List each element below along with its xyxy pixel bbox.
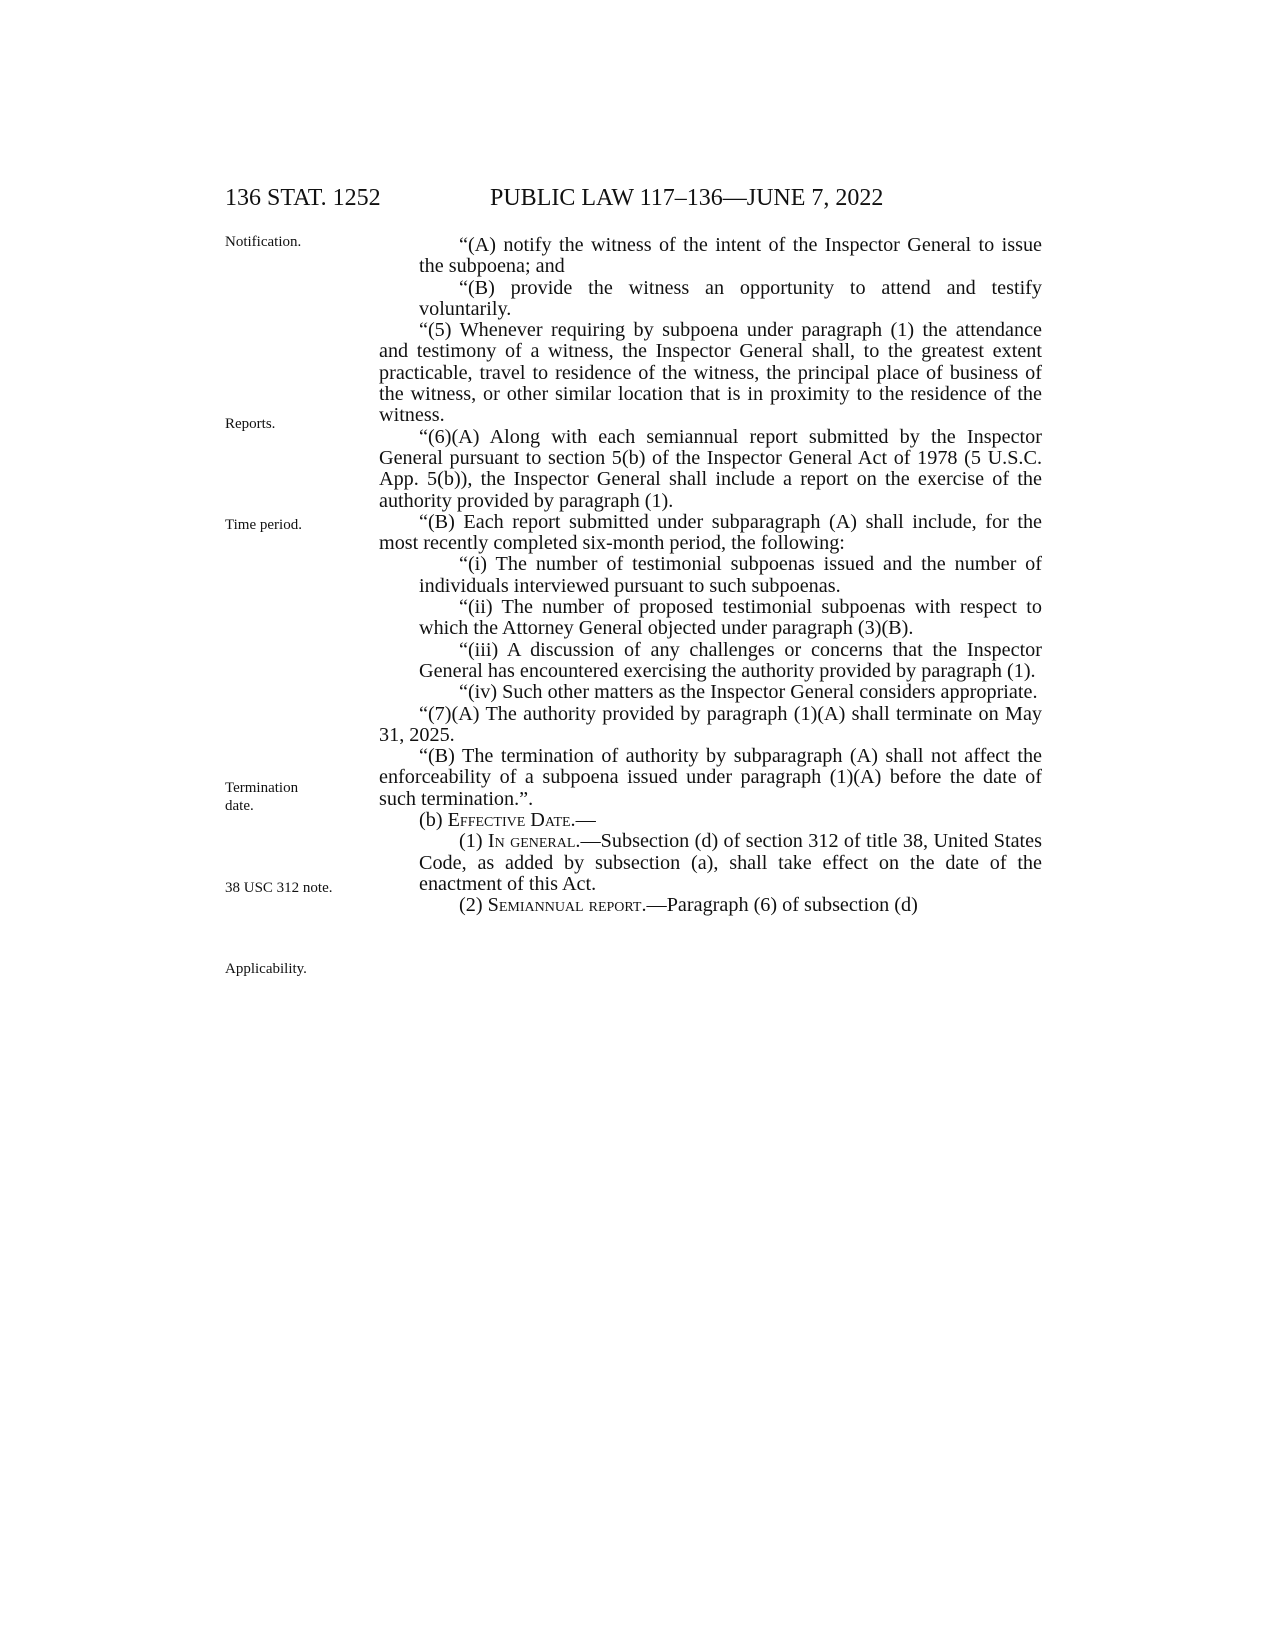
statute-page-number: 136 STAT. 1252 <box>225 185 381 211</box>
margin-note-time-period: Time period. <box>225 517 302 533</box>
paragraph-b1 <box>379 831 1042 895</box>
statute-body <box>379 235 1042 917</box>
semiannual-report-heading: Semiannual report. <box>487 894 647 917</box>
clause-i: “(i) The number of testimonial subpoenas issued and the number of individuals interviewed pursuant to such subpoenas. <box>419 553 1042 597</box>
paragraph-b2-text: —Paragraph (6) of subsection (d) <box>646 894 918 917</box>
paragraph-b1-label: (1) <box>459 830 488 853</box>
margin-note-notification: Notification. <box>225 234 302 250</box>
public-law-title: PUBLIC LAW 117–136—JUNE 7, 2022 <box>490 185 884 211</box>
paragraph-b2-label: (2) <box>459 894 488 917</box>
subsection-b-dash: — <box>575 809 596 832</box>
paragraph-6a: “(6)(A) Along with each semiannual report submitted by the Inspector General pursuant to section 5(b) of the Inspector General Act of 1978 (5 U.S.C. App. 5(b)), the Inspector General shall include a report on the exercise of the authority provided by paragraph (1). <box>379 425 1042 512</box>
subsection-b-label: (b) <box>419 809 448 832</box>
subsection-b-heading <box>379 810 1042 831</box>
clause-iii: “(iii) A discussion of any challenges or concerns that the Inspector General has encountered exercising the authority provided by paragraph (1). <box>419 638 1042 682</box>
paragraph-4a: “(A) notify the witness of the intent of the Inspector General to issue the subpoena; and <box>419 234 1042 278</box>
effective-date-heading: Effective Date. <box>447 809 576 832</box>
margin-note-applicability: Applicability. <box>225 961 307 977</box>
clause-ii: “(ii) The number of proposed testimonial subpoenas with respect to which the Attorney General objected under paragraph (3)(B). <box>419 596 1042 640</box>
margin-note-usc: 38 USC 312 note. <box>225 880 333 896</box>
margin-note-termination-date: Termination date. <box>225 780 299 814</box>
margin-note-reports: Reports. <box>225 416 276 432</box>
paragraph-7a: “(7)(A) The authority provided by paragraph (1)(A) shall terminate on May 31, 2025. <box>379 702 1042 746</box>
paragraph-b1-text: —Subsection (d) of section 312 of title 38, United States Code, as added by subsection (a), shall take effect on the date of the enactment of this Act. <box>419 830 1042 895</box>
paragraph-b2 <box>379 895 1042 916</box>
clause-iv: “(iv) Such other matters as the Inspector General considers appropriate. <box>459 681 1038 704</box>
page-header <box>225 181 1045 215</box>
paragraph-4b: “(B) provide the witness an opportunity to attend and testify voluntarily. <box>419 276 1042 320</box>
in-general-heading: In general. <box>487 830 581 853</box>
paragraph-7b: “(B) The termination of authority by subparagraph (A) shall not affect the enforceability of a subpoena issued under paragraph (1)(A) before the date of such termination.”. <box>379 745 1042 810</box>
paragraph-5: “(5) Whenever requiring by subpoena under paragraph (1) the attendance and testimony of a witness, the Inspector General shall, to the greatest extent practicable, travel to residence of the witness, the principal place of business of the witness, or other similar location that is in proximity to the residence of the witness. <box>379 319 1042 427</box>
paragraph-6b: “(B) Each report submitted under subparagraph (A) shall include, for the most recently completed six-month period, the following: <box>379 510 1042 555</box>
